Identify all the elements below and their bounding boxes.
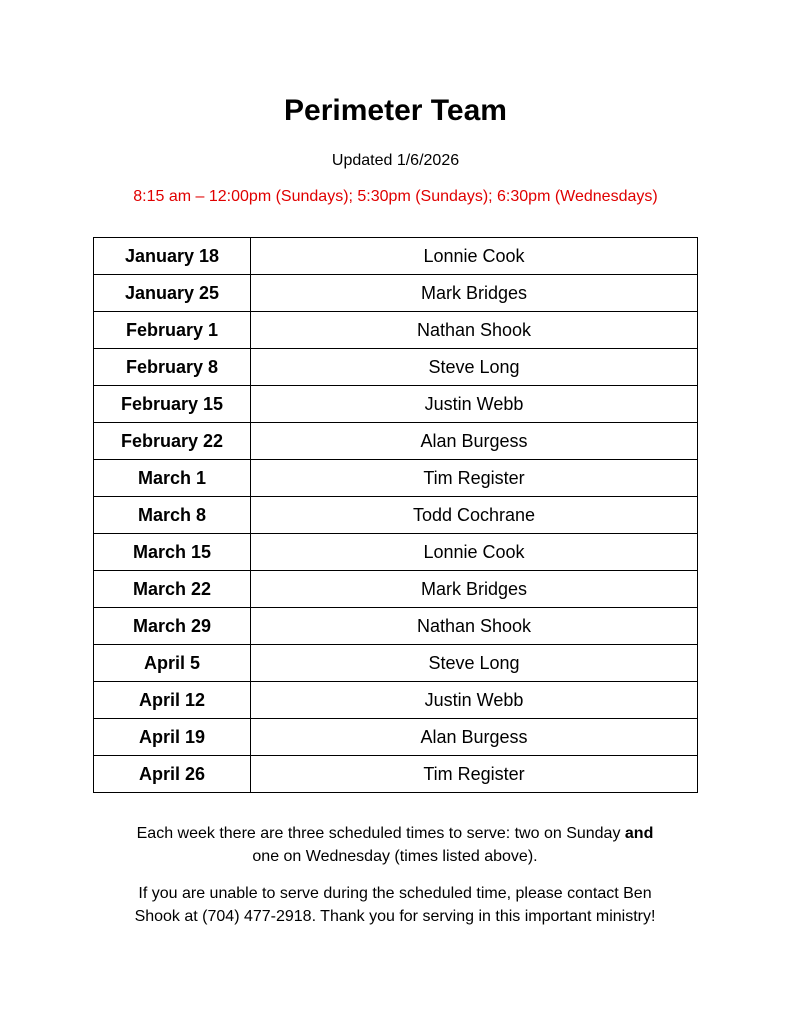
schedule-date: February 8	[94, 349, 251, 386]
schedule-volunteer: Steve Long	[251, 645, 698, 682]
schedule-table-body	[94, 238, 698, 793]
table-row	[94, 497, 698, 534]
table-row	[94, 645, 698, 682]
table-row	[94, 534, 698, 571]
table-row	[94, 386, 698, 423]
schedule-date: March 1	[94, 460, 251, 497]
schedule-volunteer: Mark Bridges	[251, 275, 698, 312]
schedule-table	[93, 237, 698, 793]
table-row	[94, 756, 698, 793]
contact-note-line-1: If you are unable to serve during the scheduled time, please contact Ben	[138, 885, 652, 902]
schedule-volunteer: Nathan Shook	[251, 312, 698, 349]
schedule-date: February 22	[94, 423, 251, 460]
contact-note-line-2: Shook at (704) 477-2918. Thank you for serving in this important ministry!	[134, 908, 656, 925]
schedule-date: April 12	[94, 682, 251, 719]
schedule-volunteer: Tim Register	[251, 756, 698, 793]
table-row	[94, 682, 698, 719]
schedule-volunteer: Lonnie Cook	[251, 534, 698, 571]
table-row	[94, 238, 698, 275]
table-row	[94, 312, 698, 349]
schedule-date: February 1	[94, 312, 251, 349]
table-row	[94, 571, 698, 608]
schedule-date: March 29	[94, 608, 251, 645]
contact-note	[60, 882, 730, 928]
schedule-volunteer: Tim Register	[251, 460, 698, 497]
schedule-date: March 22	[94, 571, 251, 608]
schedule-note-emphasis: and	[624, 825, 654, 842]
page-title: Perimeter Team	[284, 94, 507, 127]
table-row	[94, 460, 698, 497]
schedule-volunteer: Steve Long	[251, 349, 698, 386]
schedule-date: March 15	[94, 534, 251, 571]
table-row	[94, 719, 698, 756]
schedule-volunteer: Justin Webb	[251, 386, 698, 423]
updated-date: Updated 1/6/2026	[331, 152, 460, 169]
schedule-date: April 5	[94, 645, 251, 682]
schedule-volunteer: Lonnie Cook	[251, 238, 698, 275]
schedule-volunteer: Alan Burgess	[251, 423, 698, 460]
table-row	[94, 349, 698, 386]
table-row	[94, 608, 698, 645]
schedule-volunteer: Nathan Shook	[251, 608, 698, 645]
schedule-date: January 25	[94, 275, 251, 312]
schedule-date: March 8	[94, 497, 251, 534]
schedule-volunteer: Alan Burgess	[251, 719, 698, 756]
schedule-volunteer: Todd Cochrane	[251, 497, 698, 534]
table-row	[94, 423, 698, 460]
schedule-note-text-2: one on Wednesday (times listed above).	[252, 848, 538, 865]
schedule-volunteer: Mark Bridges	[251, 571, 698, 608]
table-row	[94, 275, 698, 312]
schedule-date: February 15	[94, 386, 251, 423]
schedule-date: April 26	[94, 756, 251, 793]
schedule-note	[60, 822, 730, 868]
schedule-date: April 19	[94, 719, 251, 756]
schedule-date: January 18	[94, 238, 251, 275]
schedule-note-text: Each week there are three scheduled times to serve: two on Sunday	[136, 825, 625, 842]
schedule-volunteer: Justin Webb	[251, 682, 698, 719]
service-times: 8:15 am – 12:00pm (Sundays); 5:30pm (Sundays); 6:30pm (Wednesdays)	[133, 188, 658, 205]
